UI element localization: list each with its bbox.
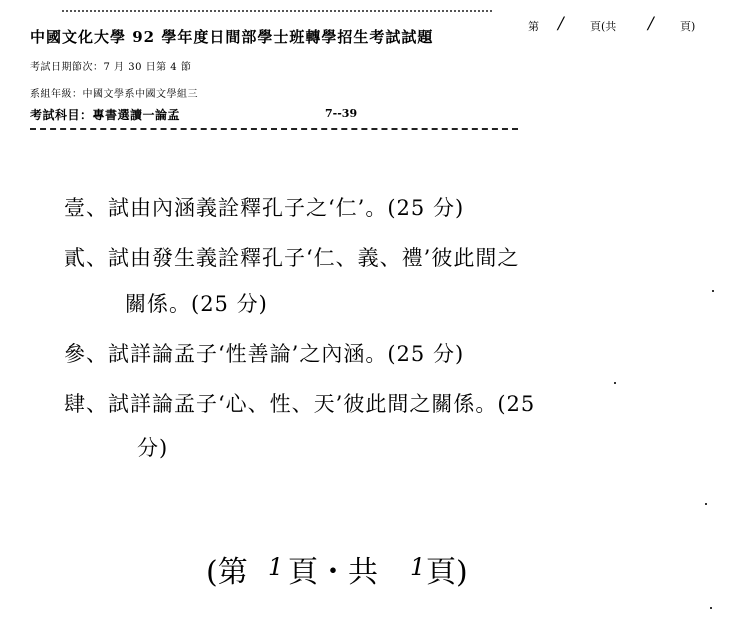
question-3: 參、試詳論孟子‘性善論’之內涵。(25 分) [64,342,465,366]
question-2-line-2: 關係。(25 分) [125,292,268,316]
top-dotted-border [62,10,492,12]
footer-total-pages: 1 [410,553,426,581]
handwritten-slash-mark: / [558,14,564,34]
header-divider [30,128,518,130]
handwritten-slash-mark-2: / [648,14,654,34]
scan-speck [705,503,707,505]
scan-speck [710,607,712,609]
question-1: 壹、試由內涵義詮釋孔子之‘仁’。(25 分) [64,196,465,220]
exam-title: 中國文化大學 92 學年度日間部學士班轉學招生考試試題 [30,28,434,46]
exam-date: 考試日期節次：7 月 30 日第 4 節 [30,62,192,73]
department: 系組年級：中國文學系中國文學組三 [30,89,198,100]
question-4-line-1: 肆、試詳論孟子‘心、性、天’彼此間之關係。(25 [64,392,536,416]
footer-open: (第 [206,555,248,590]
scan-speck [614,382,616,384]
question-4-line-2: 分) [137,436,169,460]
page-footer [206,547,506,591]
footer-page-number: 1 [268,553,284,581]
footer-middle: 頁・共 [288,555,378,590]
footer-close: 頁) [426,555,468,590]
page-indicator-ye: 頁) [680,20,696,33]
scan-speck [712,290,714,292]
exam-subject: 考試科目：專書選讀一論孟 [30,108,181,122]
page-indicator-ye-gong: 頁(共 [590,20,617,33]
question-2-line-1: 貳、試由發生義詮釋孔子‘仁、義、禮’彼此間之 [64,246,520,270]
page-indicator-di: 第 [528,20,539,33]
exam-code: 7--39 [325,107,358,120]
